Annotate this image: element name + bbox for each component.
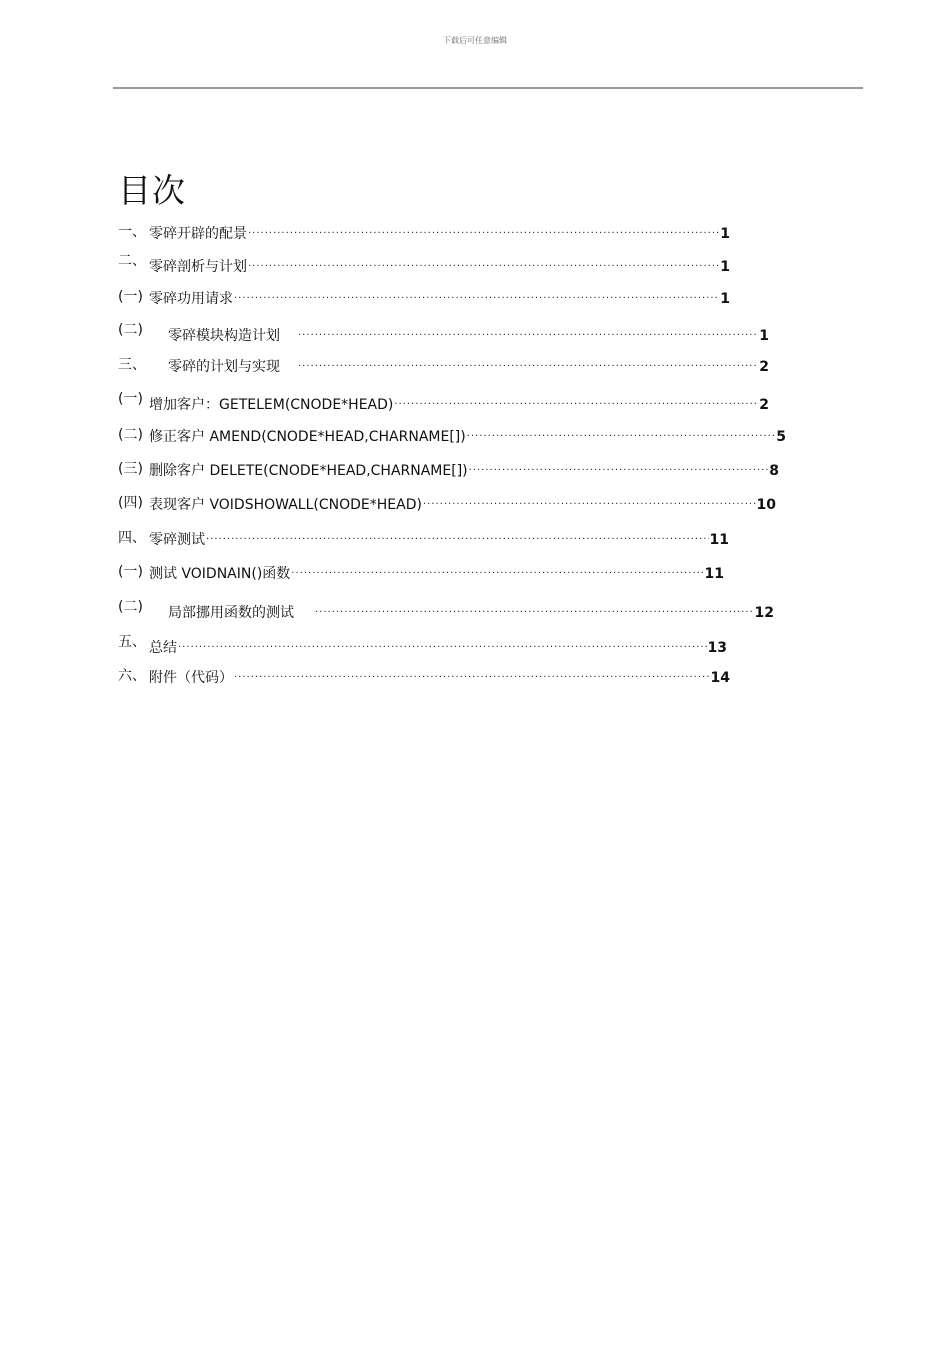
toc-leader-dots — [469, 462, 769, 480]
toc-entry[interactable] — [118, 426, 786, 446]
toc-entry[interactable] — [118, 356, 769, 376]
toc-entry[interactable] — [118, 391, 769, 414]
toc-entry-page: 11 — [709, 532, 729, 548]
toc-entry-page: 1 — [720, 291, 730, 307]
toc-entry-page: 5 — [776, 429, 786, 445]
toc-leader-dots — [248, 225, 719, 243]
toc-leader-dots — [315, 604, 754, 622]
toc-entry[interactable] — [118, 634, 727, 657]
toc-entry-text: 零碎开辟的配景 — [149, 226, 247, 242]
toc-entry-text: 零碎功用请求 — [149, 291, 233, 307]
toc-entry-number: 四、 — [118, 530, 146, 546]
header-rule — [113, 87, 863, 89]
toc-entry-page: 13 — [707, 640, 727, 656]
toc-entry-page: 2 — [759, 359, 769, 375]
toc-entry-page: 1 — [720, 259, 730, 275]
toc-entry[interactable] — [118, 288, 730, 308]
toc-entry-number: (一) — [118, 564, 143, 580]
toc-leader-dots — [248, 258, 719, 276]
toc-entry[interactable] — [118, 223, 730, 243]
toc-entry-text: 测试 VOIDNAIN()函数 — [149, 566, 291, 582]
toc-entry-page: 10 — [756, 497, 776, 513]
toc-leader-dots — [298, 358, 758, 376]
toc-entry-number: 三、 — [118, 357, 146, 373]
toc-entry-page: 8 — [769, 463, 779, 479]
toc-entry-number: 二、 — [118, 253, 146, 269]
header-note: 下载后可任意编辑 — [443, 36, 507, 45]
toc-entry-text: 附件（代码） — [149, 670, 233, 686]
toc-entry-number: (一) — [118, 391, 143, 407]
toc-entry-page: 14 — [710, 670, 730, 686]
toc-entry-text: 零碎的计划与实现 — [168, 359, 280, 375]
toc-entry[interactable] — [118, 322, 769, 345]
toc-leader-dots — [298, 327, 758, 345]
toc-entry-number: (二) — [118, 599, 143, 615]
toc-leader-dots — [206, 531, 709, 549]
toc-leader-dots — [234, 290, 719, 308]
toc-entry-number: 一、 — [118, 224, 146, 240]
toc-entry-text: 局部挪用函数的测试 — [168, 605, 294, 621]
toc-entry[interactable] — [118, 253, 730, 276]
toc-entry-text: 总结 — [149, 640, 177, 656]
toc-entry-number: (三) — [118, 461, 143, 477]
toc-entry-text: 增加客户：GETELEM(CNODE*HEAD) — [149, 397, 394, 413]
toc-leader-dots — [467, 428, 776, 446]
toc-entry[interactable] — [118, 529, 729, 549]
toc-entry-number: (一) — [118, 289, 143, 305]
toc-entry-number: 六、 — [118, 668, 146, 684]
toc-entry[interactable] — [118, 494, 776, 514]
toc-leader-dots — [394, 396, 758, 414]
toc-entry-page: 1 — [720, 226, 730, 242]
toc-leader-dots — [234, 669, 710, 687]
toc-leader-dots — [178, 639, 707, 657]
toc-entry-number: 五、 — [118, 634, 146, 650]
toc-entry-text: 删除客户 DELETE(CNODE*HEAD,CHARNAME[]) — [149, 463, 468, 479]
toc-leader-dots — [423, 496, 756, 514]
toc-entry-page: 1 — [759, 328, 769, 344]
toc-title: 目次 — [118, 171, 186, 210]
toc-entry-text: 零碎剖析与计划 — [149, 259, 247, 275]
toc-entry-number: (二) — [118, 322, 143, 338]
toc-entry[interactable] — [118, 667, 730, 687]
toc-entry-text: 修正客户 AMEND(CNODE*HEAD,CHARNAME[]) — [149, 429, 466, 445]
toc-entry-text: 表现客户 VOIDSHOWALL(CNODE*HEAD) — [149, 497, 422, 513]
toc-entry-page: 12 — [754, 605, 774, 621]
toc-entry[interactable] — [118, 563, 724, 583]
toc-entry-page: 11 — [704, 566, 724, 582]
toc-leader-dots — [291, 565, 703, 583]
toc-entry-text: 零碎测试 — [149, 532, 205, 548]
toc-entry[interactable] — [118, 599, 774, 622]
toc-entry[interactable] — [118, 460, 779, 480]
toc-entry-number: (四) — [118, 495, 143, 511]
toc-entry-number: (二) — [118, 427, 143, 443]
toc-entry-page: 2 — [759, 397, 769, 413]
toc-entry-text: 零碎模块构造计划 — [168, 328, 280, 344]
